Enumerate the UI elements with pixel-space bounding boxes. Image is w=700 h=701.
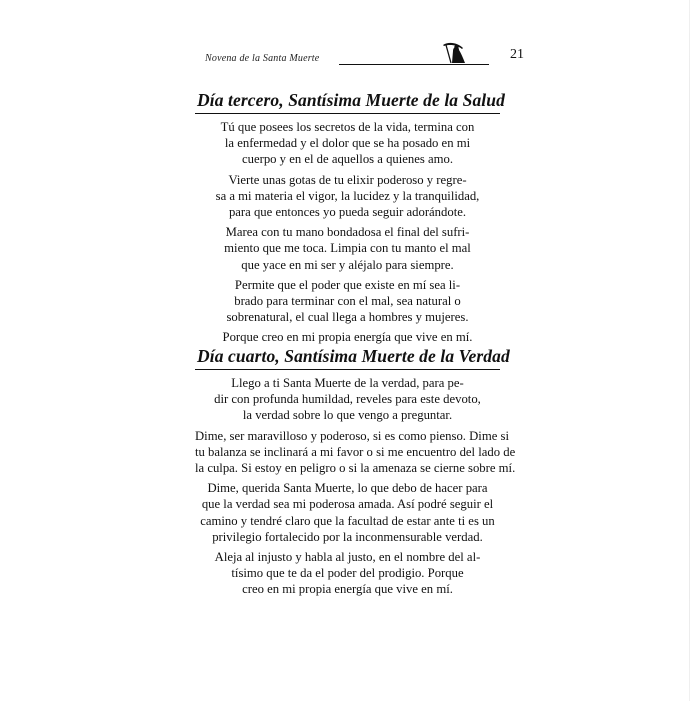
text-line: sa a mi materia el vigor, la lucidez y la tranquilidad, [215, 188, 480, 203]
running-header [205, 47, 525, 69]
text-line: Porque creo en mi propia energía que vive en mí. [222, 330, 473, 345]
text-line: la verdad sobre lo que vengo a preguntar. [242, 408, 453, 423]
text-line: privilegio fortalecido por la inconmensurable verdad. [212, 529, 483, 544]
heading-rule [195, 369, 500, 370]
text-line: creo en mi propia energía que vive en mí. [242, 582, 453, 597]
text-line: Dime, querida Santa Muerte, lo que debo de hacer para [207, 481, 488, 496]
text-line: para que entonces yo pueda seguir adorándote. [228, 205, 467, 220]
section-heading: Día cuarto, Santísima Muerte de la Verdad [197, 346, 510, 366]
text-line: que yace en mi ser y aléjalo para siempre. [241, 257, 454, 272]
text-line: Llego a ti Santa Muerte de la verdad, para pe- [231, 376, 464, 390]
text-line: Tú que posees los secretos de la vida, termina con [220, 120, 475, 134]
page-edge-shadow [689, 0, 690, 701]
text-line: que la verdad sea mi poderosa amada. Así podré seguir el [201, 497, 494, 512]
text-line: tu balanza se inclinará a mi favor o si me encuentro del lado de [195, 444, 516, 459]
text-line: camino y tendré claro que la facultad de estar ante ti es un [200, 513, 495, 528]
text-line: tísimo que te da el poder del prodigio. Porque [231, 566, 464, 581]
text-line: miento que me toca. Limpia con tu manto el mal [224, 241, 471, 256]
text-line: la enfermedad y el dolor que se ha posado en mi [224, 136, 471, 151]
paragraph [195, 549, 500, 598]
text-line: Dime, ser maravilloso y poderoso, si es como pienso. Dime si [195, 428, 509, 443]
paragraph [195, 428, 516, 477]
paragraph [195, 277, 500, 326]
text-line: Permite que el poder que existe en mí sea li- [234, 277, 461, 292]
heading-rule [195, 113, 500, 114]
text-line: brado para terminar con el mal, sea natural o [234, 294, 461, 309]
running-title: Novena de la Santa Muerte [205, 53, 320, 64]
text-line: sobrenatural, el cual llega a hombres y mujeres. [226, 310, 469, 325]
text-line: cuerpo y en el de aquellos a quienes amo. [241, 152, 454, 167]
page-number: 21 [510, 47, 524, 62]
reaper-silhouette-icon [439, 42, 479, 64]
text-line: Aleja al injusto y habla al justo, en el nombre del al- [214, 550, 481, 565]
paragraph [195, 480, 500, 545]
text-line: Vierte unas gotas de tu elixir poderoso y regre- [228, 172, 467, 187]
paragraph [195, 119, 500, 168]
paragraph [195, 172, 500, 221]
paragraph [195, 224, 500, 273]
section-day-3 [195, 90, 505, 350]
paragraph [195, 375, 500, 424]
section-day-4 [195, 346, 516, 602]
text-line: la culpa. Si estoy en peligro o si la amenaza se cierne sobre mí. [195, 461, 516, 476]
paragraph [195, 329, 500, 345]
section-heading: Día tercero, Santísima Muerte de la Salud [197, 90, 505, 110]
text-line: Marea con tu mano bondadosa el final del sufri- [225, 225, 470, 240]
header-rule [339, 64, 489, 65]
text-line: dir con profunda humildad, reveles para este devoto, [214, 392, 481, 407]
